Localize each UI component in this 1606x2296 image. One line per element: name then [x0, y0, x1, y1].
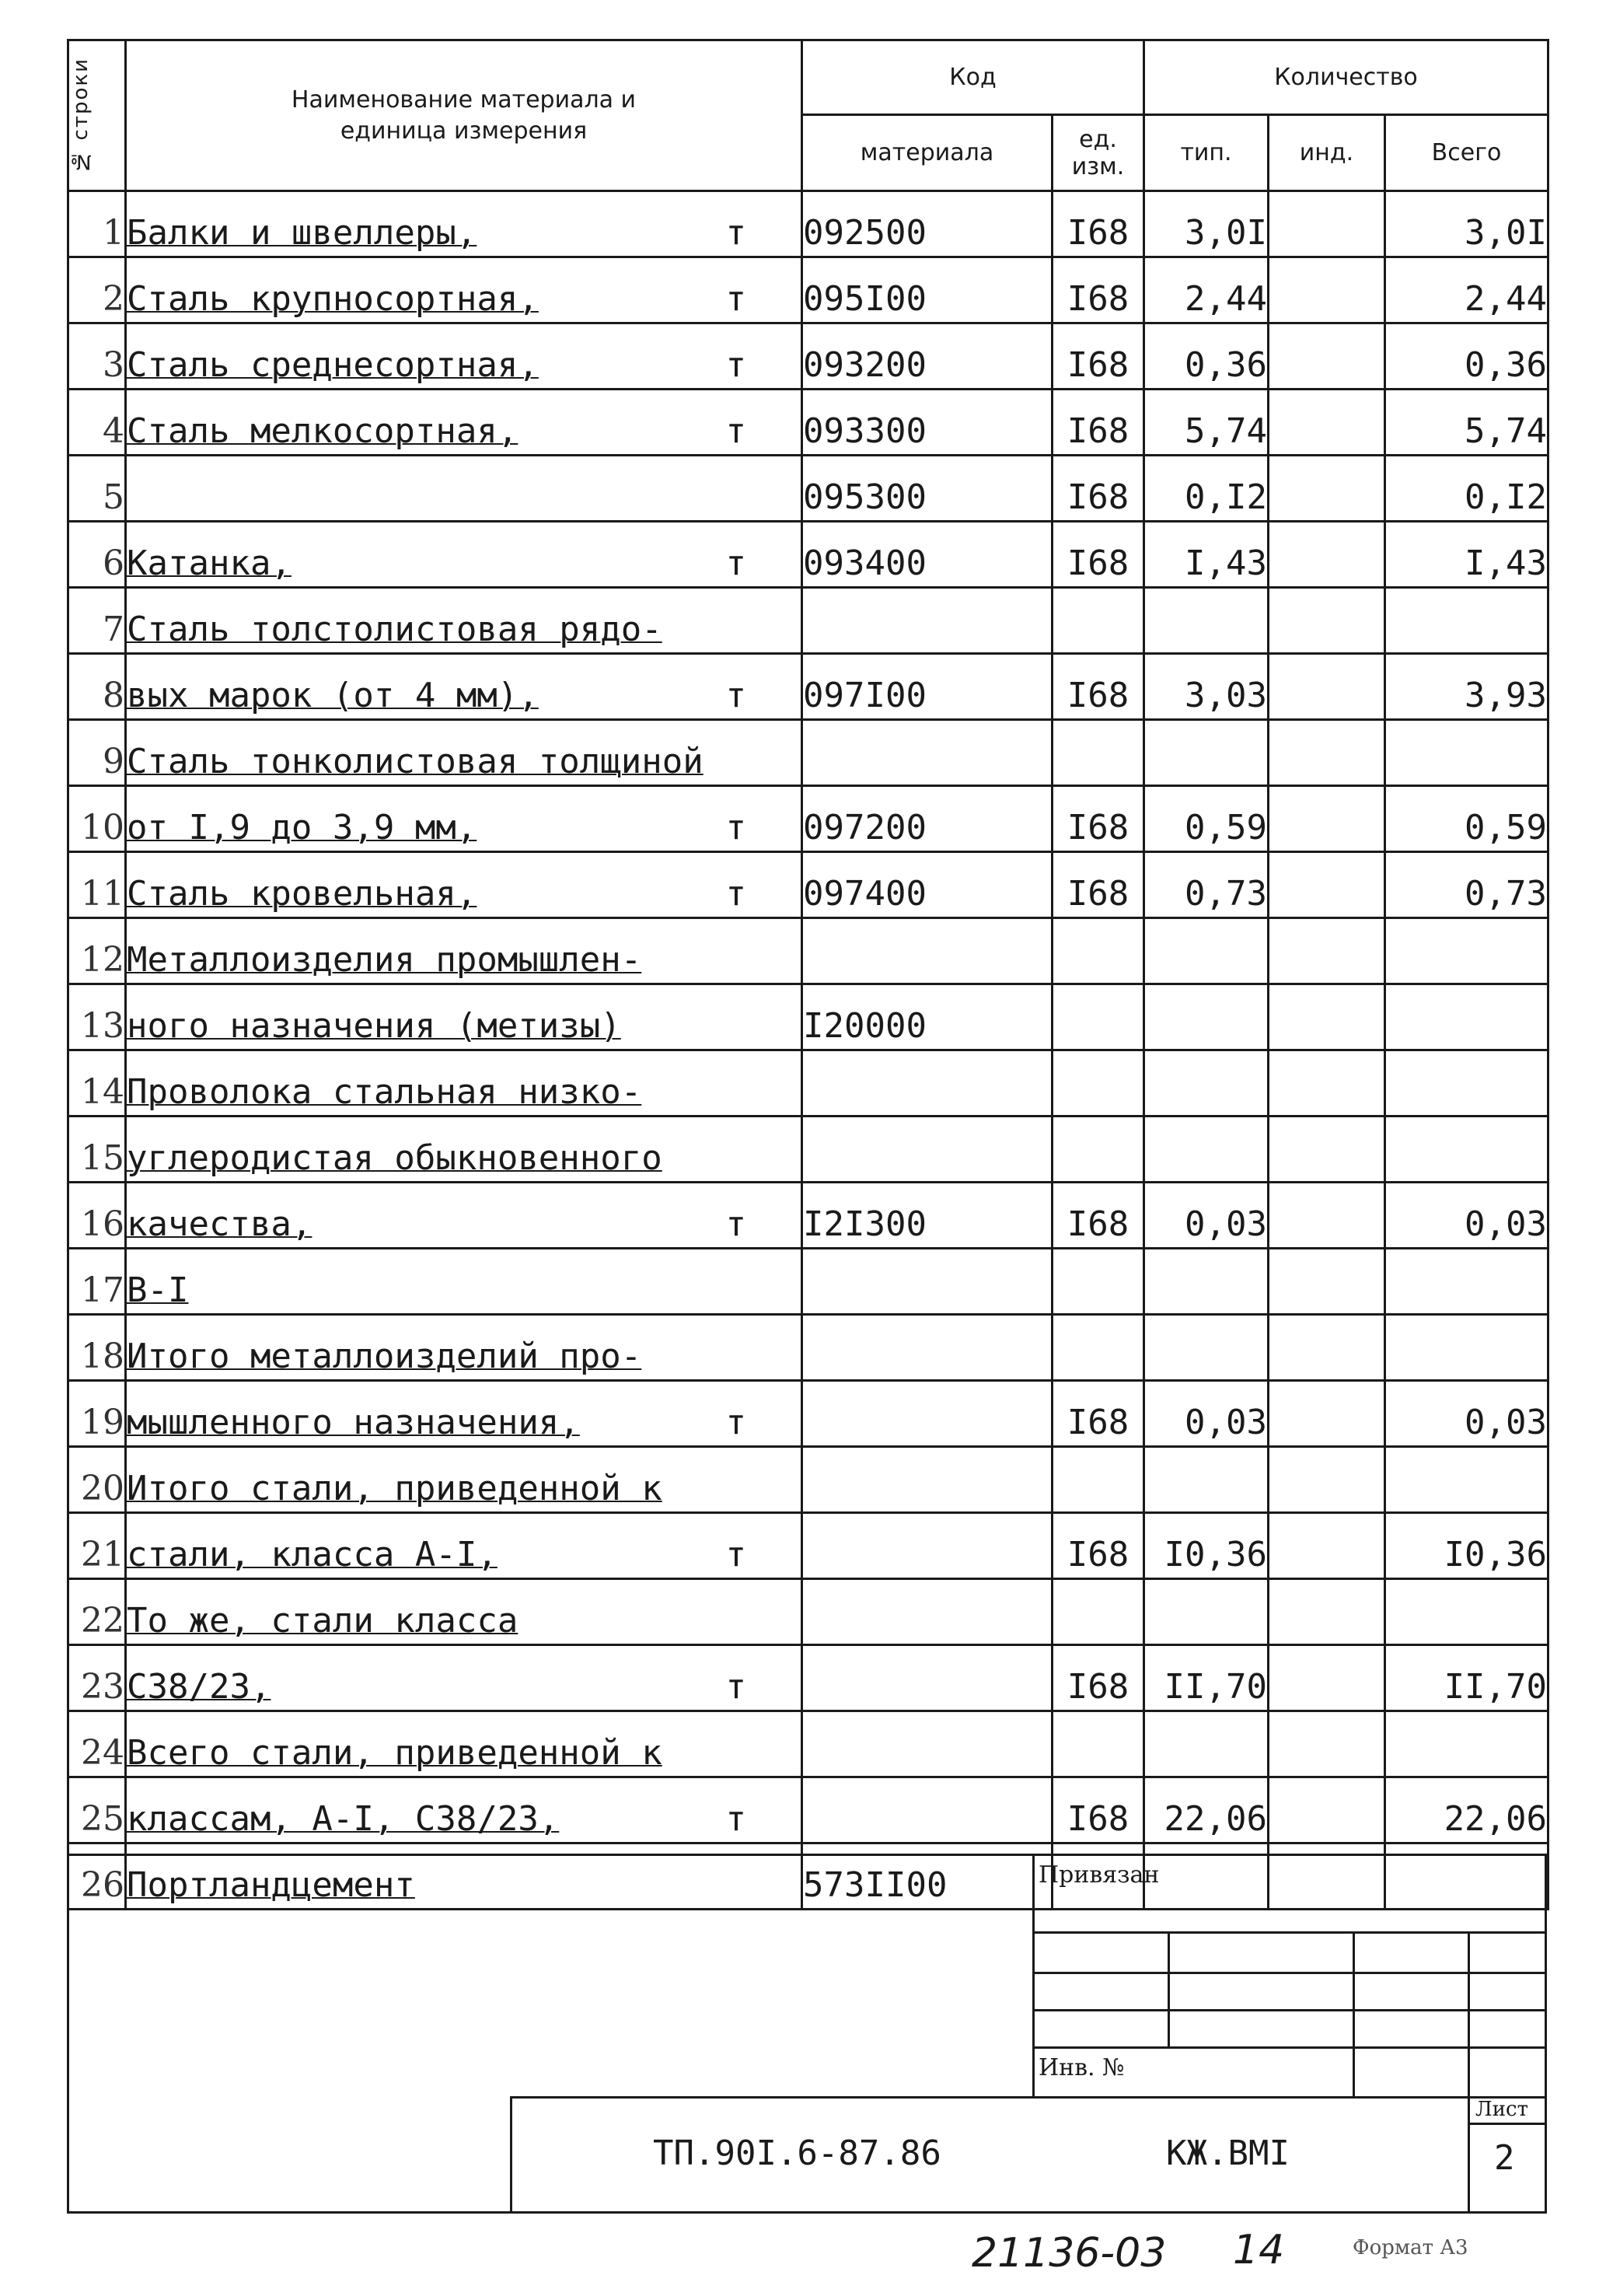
qty-ind	[1269, 1117, 1385, 1183]
material-name-text: вых марок (от 4 мм),	[127, 676, 539, 715]
material-name-text: от I,9 до 3,9 мм,	[127, 808, 477, 847]
table-row	[68, 191, 1548, 257]
row-number: 5	[68, 456, 126, 522]
qty-type: 0,03	[1144, 1381, 1269, 1447]
unit-code	[1053, 1447, 1144, 1513]
unit-code	[1053, 1249, 1144, 1315]
unit-code	[1053, 1315, 1144, 1381]
table-row	[68, 654, 1548, 720]
handwritten-page: 14	[1233, 2227, 1285, 2273]
material-name-text: углеродистая обыкновенного	[127, 1138, 662, 1178]
qty-type	[1144, 1315, 1269, 1381]
qty-total: 0,I2	[1385, 456, 1548, 522]
qty-type: 3,0I	[1144, 191, 1269, 257]
qty-type: II,70	[1144, 1645, 1269, 1711]
material-name	[126, 786, 802, 852]
material-name-text: Сталь крупносортная,	[127, 279, 539, 319]
sheet-label: Лист	[1475, 2098, 1528, 2121]
sheet-number: 2	[1494, 2138, 1515, 2178]
material-name	[126, 1249, 802, 1315]
material-name	[126, 1447, 802, 1513]
row-number: 16	[68, 1183, 126, 1249]
unit-code: I68	[1053, 390, 1144, 456]
qty-type: 0,I2	[1144, 456, 1269, 522]
material-code	[802, 1777, 1053, 1843]
inventory-label: Инв. №	[1039, 2054, 1125, 2081]
material-name	[126, 390, 802, 456]
qty-type	[1144, 1117, 1269, 1183]
unit-code	[1053, 984, 1144, 1050]
table-row	[68, 852, 1548, 918]
unit-code: I68	[1053, 852, 1144, 918]
row-number: 17	[68, 1249, 126, 1315]
material-name-text: Сталь кровельная,	[127, 874, 477, 914]
qty-type: 22,06	[1144, 1777, 1269, 1843]
qty-ind	[1269, 984, 1385, 1050]
qty-ind	[1269, 1579, 1385, 1645]
qty-type: 0,59	[1144, 786, 1269, 852]
table-row	[68, 1117, 1548, 1183]
qty-ind	[1269, 654, 1385, 720]
table-row	[68, 257, 1548, 323]
material-name	[126, 323, 802, 390]
qty-type: 3,03	[1144, 654, 1269, 720]
qty-ind	[1269, 1381, 1385, 1447]
row-number: 1	[68, 191, 126, 257]
qty-ind	[1269, 1711, 1385, 1777]
qty-ind	[1269, 456, 1385, 522]
material-name	[126, 852, 802, 918]
material-name	[126, 720, 802, 786]
qty-ind	[1269, 720, 1385, 786]
material-name	[126, 456, 802, 522]
qty-total	[1385, 1711, 1548, 1777]
row-number: 23	[68, 1645, 126, 1711]
header-code-unit: ед. изм.	[1053, 115, 1144, 191]
material-name-text: В-I	[127, 1270, 189, 1310]
format-note: Формат А3	[1353, 2236, 1468, 2259]
qty-type: I0,36	[1144, 1513, 1269, 1579]
material-name-text: Сталь мелкосортная,	[127, 411, 518, 451]
unit-code: I68	[1053, 456, 1144, 522]
qty-total: 0,73	[1385, 852, 1548, 918]
unit-code: I68	[1053, 654, 1144, 720]
material-name-text: Проволока стальная низко-	[127, 1072, 642, 1112]
material-code: 095I00	[802, 257, 1053, 323]
unit-code	[1053, 720, 1144, 786]
qty-ind	[1269, 390, 1385, 456]
material-name-text: Сталь среднесортная,	[127, 345, 539, 385]
attached-label: Привязан	[1039, 1861, 1160, 1889]
material-name	[126, 1050, 802, 1117]
material-code	[802, 1381, 1053, 1447]
header-quantity: Количество	[1144, 40, 1548, 115]
unit-code: I68	[1053, 323, 1144, 390]
material-name	[126, 191, 802, 257]
material-name	[126, 1183, 802, 1249]
qty-total	[1385, 1249, 1548, 1315]
qty-ind	[1269, 1050, 1385, 1117]
qty-ind	[1269, 257, 1385, 323]
material-name-text: ного назначения (метизы)	[127, 1006, 621, 1046]
qty-total	[1385, 1315, 1548, 1381]
header-qty-ind: инд.	[1269, 115, 1385, 191]
table-row	[68, 1315, 1548, 1381]
table-row	[68, 1777, 1548, 1843]
stamp-grid-col	[1168, 1931, 1170, 2048]
unit-code: I68	[1053, 257, 1144, 323]
archive-number: 21136-03	[972, 2230, 1167, 2277]
qty-ind	[1269, 918, 1385, 984]
unit-code: I68	[1053, 1183, 1144, 1249]
unit-code: I68	[1053, 1645, 1144, 1711]
table-row	[68, 1711, 1548, 1777]
table-row	[68, 1249, 1548, 1315]
material-code	[802, 1711, 1053, 1777]
material-name-text: мышленного назначения,	[127, 1403, 580, 1442]
row-number: 13	[68, 984, 126, 1050]
table-row	[68, 1513, 1548, 1579]
unit-label: т	[725, 345, 746, 385]
row-number: 19	[68, 1381, 126, 1447]
table-row	[68, 1447, 1548, 1513]
qty-type	[1144, 1050, 1269, 1117]
row-number: 15	[68, 1117, 126, 1183]
material-name-text: Всего стали, приведенной к	[127, 1733, 662, 1773]
material-name-text: Балки и швеллеры,	[127, 213, 477, 253]
qty-total	[1385, 918, 1548, 984]
material-name-text: Итого стали, приведенной к	[127, 1469, 662, 1508]
qty-type: 2,44	[1144, 257, 1269, 323]
qty-total	[1385, 1447, 1548, 1513]
qty-ind	[1269, 1513, 1385, 1579]
row-number: 4	[68, 390, 126, 456]
qty-ind	[1269, 1315, 1385, 1381]
table-row	[68, 1183, 1548, 1249]
material-code: 093400	[802, 522, 1053, 588]
qty-ind	[1269, 588, 1385, 654]
unit-label: т	[725, 1667, 746, 1707]
title-block-bottom	[67, 2211, 1547, 2214]
unit-label: т	[725, 808, 746, 847]
stamp-top-rule	[67, 1854, 1547, 1856]
qty-type: 5,74	[1144, 390, 1269, 456]
material-name-text: То же, стали класса	[127, 1601, 518, 1641]
table-row	[68, 588, 1548, 654]
qty-total: 0,03	[1385, 1381, 1548, 1447]
qty-type	[1144, 1447, 1269, 1513]
material-name-text: С38/23,	[127, 1667, 271, 1707]
row-number: 8	[68, 654, 126, 720]
row-number: 2	[68, 257, 126, 323]
qty-type	[1144, 588, 1269, 654]
row-number: 7	[68, 588, 126, 654]
table-row	[68, 1381, 1548, 1447]
material-name	[126, 257, 802, 323]
qty-total	[1385, 1117, 1548, 1183]
material-code: 095300	[802, 456, 1053, 522]
material-code	[802, 1579, 1053, 1645]
qty-total: I0,36	[1385, 1513, 1548, 1579]
row-number: 25	[68, 1777, 126, 1843]
material-name	[126, 1579, 802, 1645]
frame-left-rule	[67, 39, 69, 2214]
table-row	[68, 456, 1548, 522]
material-code: 097I00	[802, 654, 1053, 720]
row-number: 18	[68, 1315, 126, 1381]
table-row	[68, 390, 1548, 456]
material-name	[126, 522, 802, 588]
table-row	[68, 1579, 1548, 1645]
stamp-left-rule	[1032, 1854, 1035, 2098]
material-code: 573II00	[802, 1843, 1053, 1910]
qty-total	[1385, 720, 1548, 786]
qty-total: 0,36	[1385, 323, 1548, 390]
material-name	[126, 654, 802, 720]
qty-type: 0,73	[1144, 852, 1269, 918]
material-name	[126, 588, 802, 654]
qty-ind	[1269, 1777, 1385, 1843]
unit-label: т	[725, 1799, 746, 1839]
material-name	[126, 1645, 802, 1711]
unit-code: I68	[1053, 1777, 1144, 1843]
unit-code	[1053, 1579, 1144, 1645]
qty-ind	[1269, 323, 1385, 390]
material-code	[802, 1645, 1053, 1711]
header-qty-type: тип.	[1144, 115, 1269, 191]
qty-ind	[1269, 786, 1385, 852]
stamp-grid-col	[1468, 1931, 1470, 2211]
material-code: 092500	[802, 191, 1053, 257]
qty-total: I,43	[1385, 522, 1548, 588]
material-code: 093200	[802, 323, 1053, 390]
material-code	[802, 1249, 1053, 1315]
qty-total: 0,03	[1385, 1183, 1548, 1249]
material-name-text: классам, А-I, С38/23,	[127, 1799, 560, 1839]
material-name	[126, 1117, 802, 1183]
material-name	[126, 918, 802, 984]
unit-code	[1053, 918, 1144, 984]
material-code: I20000	[802, 984, 1053, 1050]
table-row	[68, 522, 1548, 588]
unit-code	[1053, 588, 1144, 654]
row-number: 24	[68, 1711, 126, 1777]
material-name	[126, 1315, 802, 1381]
material-code	[802, 1050, 1053, 1117]
qty-type: 0,36	[1144, 323, 1269, 390]
document-mark: КЖ.ВМI	[1166, 2133, 1290, 2173]
qty-type	[1144, 720, 1269, 786]
row-number: 14	[68, 1050, 126, 1117]
unit-code: I68	[1053, 1381, 1144, 1447]
row-number: 22	[68, 1579, 126, 1645]
material-name-text: Итого металлоизделий про-	[127, 1337, 642, 1376]
header-row-number: № строки	[68, 40, 126, 191]
unit-code	[1053, 1050, 1144, 1117]
unit-label: т	[725, 543, 746, 583]
unit-label: т	[725, 1204, 746, 1244]
unit-code: I68	[1053, 1513, 1144, 1579]
qty-total	[1385, 1579, 1548, 1645]
row-number: 12	[68, 918, 126, 984]
title-block-top	[510, 2096, 1547, 2099]
table-row	[68, 720, 1548, 786]
material-code	[802, 588, 1053, 654]
material-code: 097400	[802, 852, 1053, 918]
header-code-material: материала	[802, 115, 1053, 191]
qty-total: 2,44	[1385, 257, 1548, 323]
table-row	[68, 1645, 1548, 1711]
sheet-label-divider	[1468, 2123, 1547, 2125]
qty-total: 0,59	[1385, 786, 1548, 852]
qty-type	[1144, 1711, 1269, 1777]
material-code: 097200	[802, 786, 1053, 852]
material-code	[802, 1513, 1053, 1579]
material-code	[802, 1315, 1053, 1381]
qty-ind	[1269, 1447, 1385, 1513]
unit-label: т	[725, 676, 746, 715]
header-code: Код	[802, 40, 1144, 115]
header-material-name: Наименование материала и единица измерения	[126, 40, 802, 191]
stamp-grid-col	[1353, 1931, 1355, 2098]
row-number: 11	[68, 852, 126, 918]
material-code	[802, 1117, 1053, 1183]
unit-code	[1053, 1117, 1144, 1183]
qty-ind	[1269, 1183, 1385, 1249]
material-name	[126, 1777, 802, 1843]
material-name-text: Портландцемент	[127, 1865, 415, 1905]
qty-ind	[1269, 852, 1385, 918]
qty-ind	[1269, 1249, 1385, 1315]
table-row	[68, 1050, 1548, 1117]
stamp-right-rule	[1545, 1854, 1547, 2211]
qty-type	[1144, 918, 1269, 984]
material-code	[802, 1447, 1053, 1513]
material-code	[802, 918, 1053, 984]
qty-ind	[1269, 1645, 1385, 1711]
qty-total: 3,93	[1385, 654, 1548, 720]
qty-ind	[1269, 191, 1385, 257]
material-name-text: Катанка,	[127, 543, 292, 583]
qty-total: 3,0I	[1385, 191, 1548, 257]
row-number: 21	[68, 1513, 126, 1579]
qty-total	[1385, 984, 1548, 1050]
material-name	[126, 1513, 802, 1579]
material-name-text: Металлоизделия промышлен-	[127, 940, 642, 980]
material-name	[126, 1381, 802, 1447]
unit-code: I68	[1053, 786, 1144, 852]
unit-label: т	[725, 279, 746, 319]
material-name-text: стали, класса А-I,	[127, 1535, 498, 1574]
material-code	[802, 720, 1053, 786]
table-row	[68, 786, 1548, 852]
materials-table	[67, 39, 1549, 1910]
qty-total: II,70	[1385, 1645, 1548, 1711]
material-code: 093300	[802, 390, 1053, 456]
qty-total: 22,06	[1385, 1777, 1548, 1843]
unit-label: т	[725, 874, 746, 914]
material-name	[126, 984, 802, 1050]
table-row	[68, 323, 1548, 390]
material-name-text: качества,	[127, 1204, 312, 1244]
unit-code	[1053, 1711, 1144, 1777]
qty-total	[1385, 1050, 1548, 1117]
qty-type	[1144, 984, 1269, 1050]
qty-ind	[1269, 522, 1385, 588]
row-number: 20	[68, 1447, 126, 1513]
material-name-text: Сталь толстолистовая рядо-	[127, 610, 662, 649]
qty-type	[1144, 1579, 1269, 1645]
row-number: 3	[68, 323, 126, 390]
qty-type: 0,03	[1144, 1183, 1269, 1249]
title-block-left	[510, 2096, 512, 2211]
document-code: ТП.90I.6-87.86	[653, 2133, 941, 2173]
unit-label: т	[725, 1403, 746, 1442]
header-qty-total: Всего	[1385, 115, 1548, 191]
qty-total: 5,74	[1385, 390, 1548, 456]
qty-type	[1144, 1249, 1269, 1315]
qty-total	[1385, 588, 1548, 654]
material-code: I2I300	[802, 1183, 1053, 1249]
row-number: 26	[68, 1843, 126, 1910]
unit-code: I68	[1053, 522, 1144, 588]
unit-label: т	[725, 213, 746, 253]
unit-code: I68	[1053, 191, 1144, 257]
material-name	[126, 1711, 802, 1777]
material-name-text: Сталь тонколистовая толщиной	[127, 742, 703, 781]
unit-label: т	[725, 1535, 746, 1574]
table-row	[68, 918, 1548, 984]
row-number: 10	[68, 786, 126, 852]
qty-type: I,43	[1144, 522, 1269, 588]
unit-label: т	[725, 411, 746, 451]
row-number: 9	[68, 720, 126, 786]
row-number: 6	[68, 522, 126, 588]
table-row	[68, 984, 1548, 1050]
